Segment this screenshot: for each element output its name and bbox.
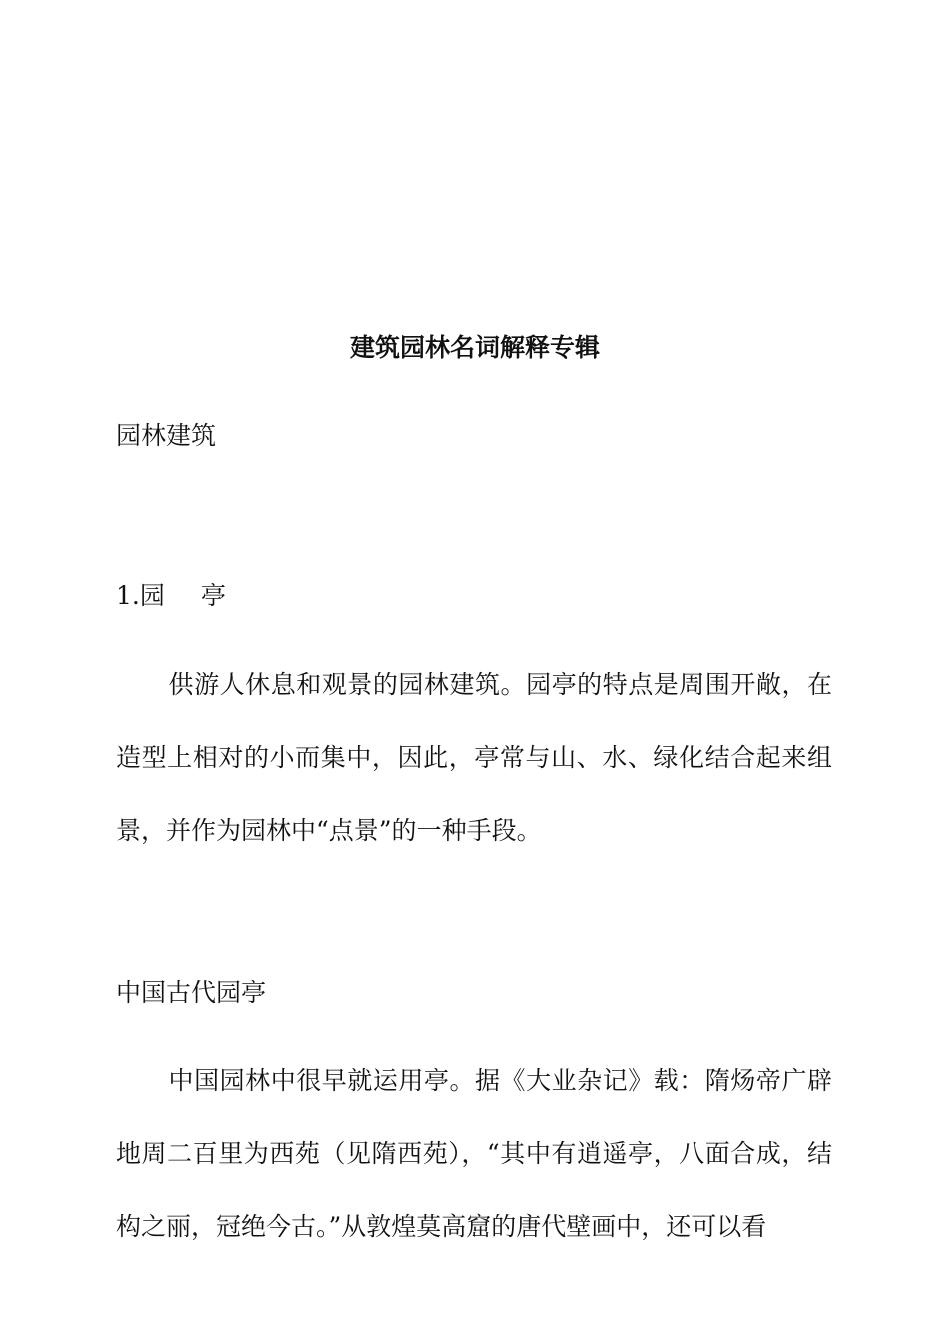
paragraph-1 <box>116 648 832 867</box>
paragraph-2 <box>116 1044 832 1263</box>
subheading: 中国古代园亭 <box>116 978 267 1007</box>
item-heading <box>116 578 226 614</box>
paragraph-1-text: 供游人休息和观景的园林建筑。园亭的特点是周围开敞，在造型上相对的小而集中，因此，亭常与山、水、绿化结合起来组景，并作为园林中“点景”的一种手段。 <box>116 670 832 845</box>
section-heading: 园林建筑 <box>116 421 217 450</box>
item-title-part1: 园 <box>139 581 165 610</box>
paragraph-2-text: 中国园林中很早就运用亭。据《大业杂记》载：隋炀帝广辟地周二百里为西苑（见隋西苑），“其中有逍遥亭，八面合成，结构之丽，冠绝今古。”从敦煌莫高窟的唐代壁画中，还可以看 <box>116 1066 832 1241</box>
item-number: 1. <box>116 581 140 610</box>
document-title: 建筑园林名词解释专辑 <box>349 333 600 362</box>
item-title-part2: 亭 <box>200 581 226 610</box>
